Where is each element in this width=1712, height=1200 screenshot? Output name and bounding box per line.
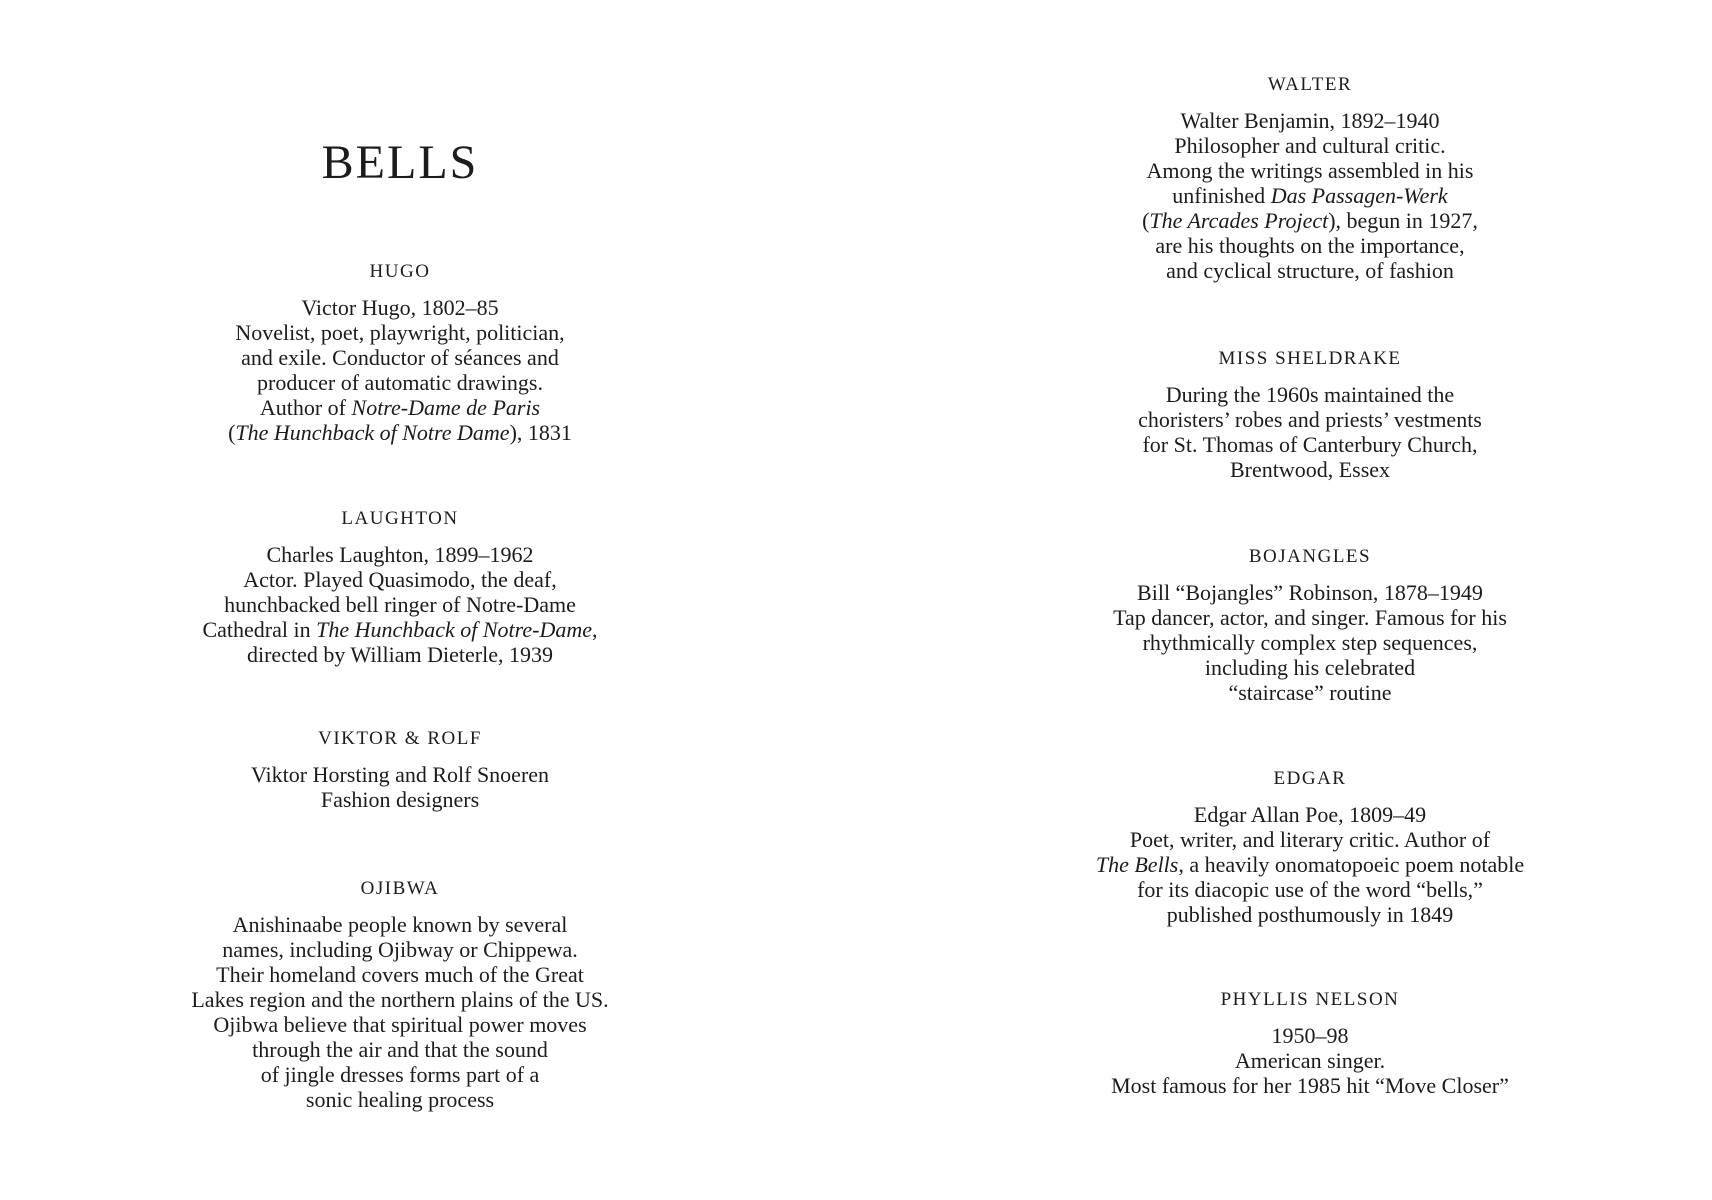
entry-body-line: of jingle dresses forms part of a [260, 1062, 540, 1087]
entry-body-line: Cathedral in The Hunchback of Notre-Dame, [202, 617, 598, 642]
entry-heading: PHYLLIS NELSON [1220, 989, 1400, 1010]
entry-body [160, 295, 640, 445]
entry-viktor_rolf [160, 729, 640, 812]
entry-body-line: including his celebrated [1204, 655, 1416, 680]
entry-heading: EDGAR [1273, 768, 1347, 789]
entry-body-line: are his thoughts on the importance, [1155, 233, 1465, 258]
entry-body-line: published posthumously in 1849 [1166, 902, 1454, 927]
entry-body-line: Tap dancer, actor, and singer. Famous for his [1113, 605, 1507, 630]
entry-body-line: Their homeland covers much of the Great [216, 962, 584, 987]
entry-body [1070, 1023, 1550, 1098]
entry-body-line: through the air and that the sound [252, 1037, 548, 1062]
entry-hugo [160, 262, 640, 445]
entry-heading: BOJANGLES [1248, 546, 1372, 567]
entry-body-line: (The Arcades Project), begun in 1927, [1142, 208, 1478, 233]
entry-heading: MISS SHELDRAKE [1218, 348, 1402, 369]
entry-body-line: Fashion designers [320, 787, 480, 812]
entry-body-line: Ojibwa believe that spiritual power moves [213, 1012, 587, 1037]
entry-body-line: rhythmically complex step sequences, [1142, 630, 1478, 655]
entry-heading: VIKTOR & ROLF [318, 728, 482, 749]
entry-body-line: Author of Notre-Dame de Paris [259, 395, 541, 420]
entry-edgar [1070, 769, 1550, 927]
entry-body-line: choristers’ robes and priests’ vestments [1138, 407, 1482, 432]
left-page-column [160, 0, 640, 1200]
entry-walter [1070, 75, 1550, 283]
entry-body-line: Walter Benjamin, 1892–1940 [1180, 108, 1440, 133]
entry-body-line: for St. Thomas of Canterbury Church, [1142, 432, 1478, 457]
entry-body-line: 1950–98 [1271, 1023, 1349, 1048]
entry-body [1070, 108, 1550, 283]
entry-body [160, 912, 640, 1112]
entry-body-line: Bill “Bojangles” Robinson, 1878–1949 [1137, 580, 1483, 605]
entry-body [1070, 580, 1550, 705]
entry-body-line: Philosopher and cultural critic. [1174, 133, 1446, 158]
entry-body-line: directed by William Dieterle, 1939 [246, 642, 553, 667]
entry-body-line: Most famous for her 1985 hit “Move Closer” [1111, 1073, 1509, 1098]
entry-body-line: and cyclical structure, of fashion [1166, 258, 1454, 283]
entry-body [1070, 802, 1550, 927]
entry-body-line: unfinished Das Passagen-Werk [1172, 183, 1448, 208]
entry-body-line: Lakes region and the northern plains of the US. [191, 987, 609, 1012]
entry-body [160, 542, 640, 667]
entry-body-line: producer of automatic drawings. [257, 370, 543, 395]
entry-ojibwa [160, 879, 640, 1112]
entry-heading: LAUGHTON [341, 508, 459, 529]
page-title: BELLS [321, 136, 479, 189]
entry-heading: WALTER [1267, 74, 1353, 95]
entry-body-line: Novelist, poet, playwright, politician, [235, 320, 565, 345]
entry-phyllis_nelson [1070, 990, 1550, 1098]
entry-body-line: Brentwood, Essex [1229, 457, 1391, 482]
entry-body [1070, 382, 1550, 482]
entry-body-line: American singer. [1234, 1048, 1386, 1073]
entry-body-line: During the 1960s maintained the [1165, 382, 1455, 407]
entry-heading: HUGO [369, 261, 431, 282]
entry-body-line: and exile. Conductor of séances and [241, 345, 559, 370]
entry-body-line: The Bells, a heavily onomatopoeic poem notable [1095, 852, 1525, 877]
right-page-column [1070, 0, 1550, 1200]
entry-body-line: “staircase” routine [1228, 680, 1392, 705]
entry-body [160, 762, 640, 812]
entry-body-line: Charles Laughton, 1899–1962 [266, 542, 534, 567]
entry-body-line: for its diacopic use of the word “bells,” [1137, 877, 1483, 902]
entry-body-line: names, including Ojibway or Chippewa. [222, 937, 578, 962]
entry-miss_sheldrake [1070, 349, 1550, 482]
entry-bojangles [1070, 547, 1550, 705]
entry-body-line: Anishinaabe people known by several [232, 912, 568, 937]
entry-body-line: Viktor Horsting and Rolf Snoeren [250, 762, 550, 787]
entry-body-line: Poet, writer, and literary critic. Author of [1129, 827, 1491, 852]
entry-body-line: Actor. Played Quasimodo, the deaf, [243, 567, 557, 592]
entry-laughton [160, 509, 640, 667]
entry-body-line: Victor Hugo, 1802–85 [301, 295, 499, 320]
entry-body-line: Edgar Allan Poe, 1809–49 [1193, 802, 1427, 827]
entry-body-line: Among the writings assembled in his [1146, 158, 1474, 183]
entry-body-line: (The Hunchback of Notre Dame), 1831 [228, 420, 572, 445]
entry-body-line: sonic healing process [305, 1087, 495, 1112]
entry-heading: OJIBWA [360, 878, 440, 899]
entry-body-line: hunchbacked bell ringer of Notre-Dame [224, 592, 576, 617]
